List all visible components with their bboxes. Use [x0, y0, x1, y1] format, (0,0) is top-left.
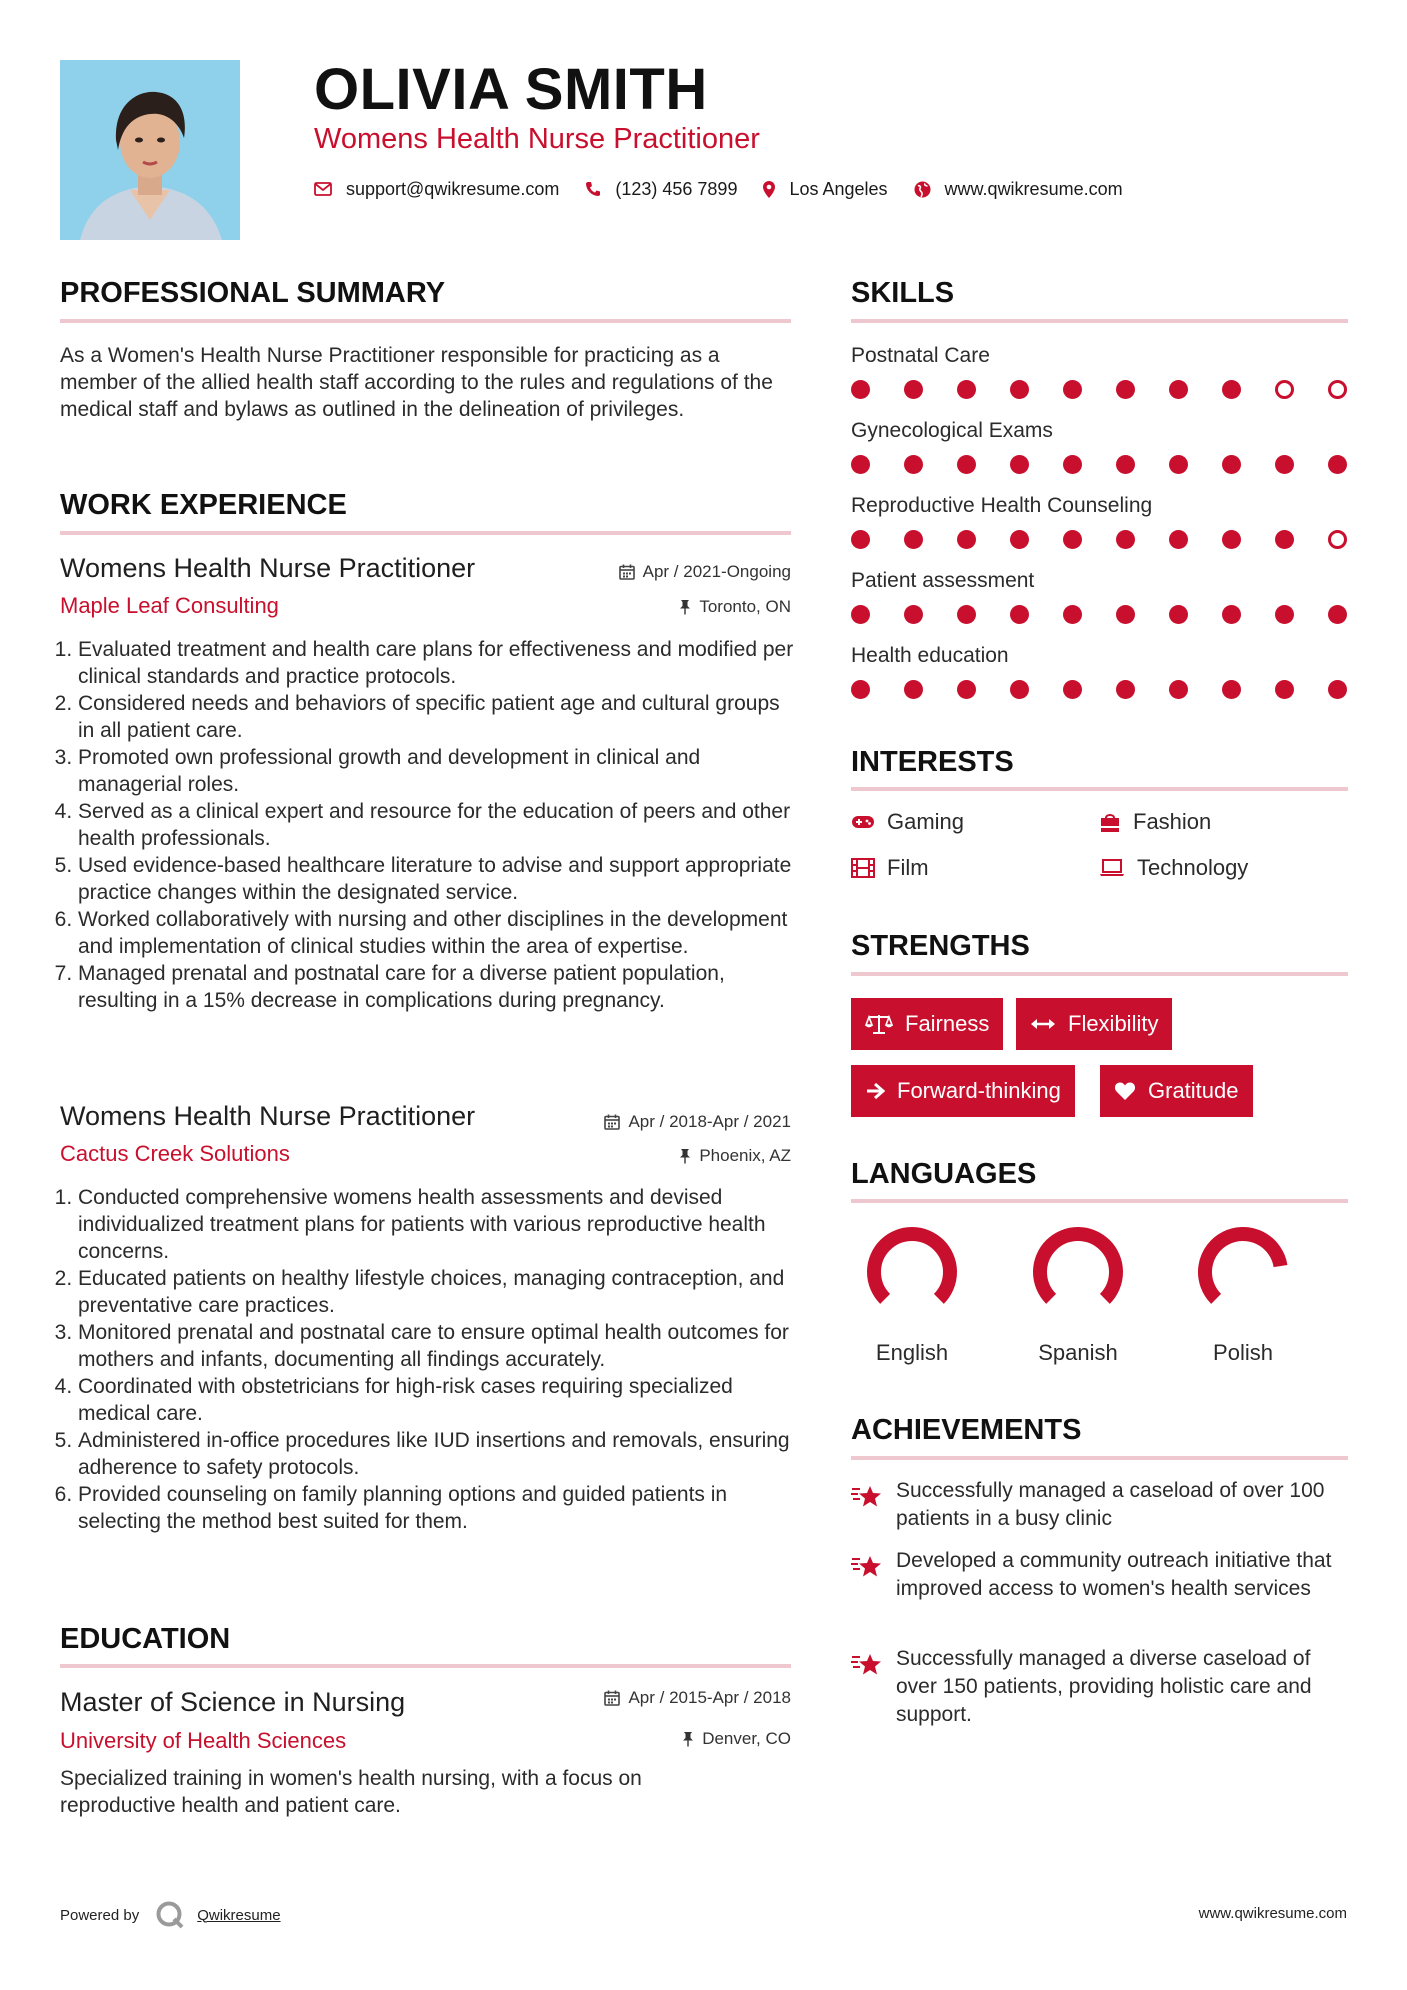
language-gauge: [1008, 1222, 1148, 1322]
heart-icon: [1114, 1081, 1136, 1101]
education-location-text: Denver, CO: [702, 1729, 791, 1748]
skills-divider: [851, 319, 1348, 323]
job-dates: [491, 561, 791, 583]
contact-email[interactable]: [314, 179, 559, 200]
skill-dot-filled: [851, 455, 870, 474]
list-item: 3. Promoted own professional growth and development in clinical and managerial roles.: [78, 744, 800, 798]
globe-icon: [914, 181, 931, 198]
list-item: 5. Used evidence-based healthcare literature to advise and support appropriate practice changes within the designated service.: [78, 852, 800, 906]
skill-dot-filled: [1328, 605, 1347, 624]
skill-dot-filled: [1169, 455, 1188, 474]
candidate-name: OLIVIA SMITH: [314, 57, 708, 122]
strengths-heading: STRENGTHS: [851, 930, 1030, 962]
qwikresume-link[interactable]: Qwikresume: [197, 1906, 281, 1924]
education-heading: EDUCATION: [60, 1623, 231, 1655]
skill-dot-filled: [1169, 530, 1188, 549]
job-location: [491, 596, 791, 618]
skill-dot-filled: [1063, 380, 1082, 399]
arrow-right-icon: [865, 1082, 885, 1100]
skill-dot-filled: [1275, 530, 1294, 549]
job-dates: [491, 1111, 791, 1133]
interest-item: [851, 808, 964, 836]
contact-phone[interactable]: [585, 179, 737, 200]
school-name: University of Health Sciences: [60, 1728, 347, 1753]
phone-text: (123) 456 7899: [615, 178, 738, 199]
work-heading: WORK EXPERIENCE: [60, 489, 347, 521]
skill-name: Patient assessment: [851, 569, 1035, 592]
contact-location: [763, 179, 887, 200]
footer-website[interactable]: www.qwikresume.com: [1198, 1905, 1347, 1922]
company-name: Maple Leaf Consulting: [60, 593, 279, 618]
skill-dot-filled: [1063, 680, 1082, 699]
skill-dot-empty: [1275, 380, 1294, 399]
footer-powered-by: [60, 1900, 281, 1930]
interest-label: Film: [887, 855, 929, 880]
skill-dot-filled: [1010, 605, 1029, 624]
envelope-icon: [314, 182, 332, 196]
language-arc: [1040, 1234, 1116, 1299]
calendar-icon: [604, 1690, 620, 1706]
company-name: Cactus Creek Solutions: [60, 1141, 290, 1166]
skill-dot-filled: [1275, 455, 1294, 474]
summary-text: As a Women's Health Nurse Practitioner responsible for practicing as a member of the allied health staff according to the rules and regulations of the medical staff and bylaws as outlined in the delineation of privileges.: [60, 344, 773, 421]
skill-dot-filled: [1222, 380, 1241, 399]
skill-dot-filled: [1222, 455, 1241, 474]
skill-rating: [851, 680, 1351, 700]
skill-dot-filled: [1116, 680, 1135, 699]
job-title: Womens Health Nurse Practitioner: [60, 553, 476, 583]
skill-dot-filled: [957, 605, 976, 624]
interest-label: Gaming: [887, 809, 965, 834]
skill-dot-filled: [904, 605, 923, 624]
list-item: 6. Provided counseling on family planning options and guided patients in selecting the method best suited for them.: [78, 1481, 800, 1535]
interests-heading: INTERESTS: [851, 746, 1014, 778]
language-arc: [874, 1234, 950, 1299]
skill-dot-filled: [1063, 530, 1082, 549]
powered-by-text: Powered by: [60, 1906, 140, 1924]
education-description: Specialized training in women's health nursing, with a focus on reproductive health and patient care.: [60, 1767, 642, 1817]
trophy-star-icon: [851, 1553, 883, 1581]
skill-dot-filled: [1010, 530, 1029, 549]
achievement-text: Developed a community outreach initiative that improved access to women's health services: [896, 1549, 1332, 1600]
interest-item: [1099, 808, 1211, 836]
skill-dot-filled: [904, 380, 923, 399]
skill-dot-filled: [1169, 380, 1188, 399]
interests-divider: [851, 787, 1348, 791]
job-location: [491, 1145, 791, 1167]
strength-tag: [851, 998, 1003, 1050]
skill-dot-filled: [1116, 455, 1135, 474]
strength-tag: [1016, 998, 1172, 1050]
skill-dot-filled: [1328, 680, 1347, 699]
map-pin-icon: [763, 181, 775, 198]
skill-dot-empty: [1328, 380, 1347, 399]
skill-name: Health education: [851, 644, 1009, 667]
strength-tag: [851, 1065, 1075, 1117]
skill-dot-filled: [1063, 455, 1082, 474]
strength-label: Flexibility: [1068, 1011, 1159, 1036]
interest-label: Technology: [1137, 855, 1249, 880]
skill-rating: [851, 530, 1351, 550]
list-item: 4. Coordinated with obstetricians for high-risk cases requiring specialized medical care.: [78, 1373, 800, 1427]
gamepad-icon: [851, 814, 875, 830]
job-location-text: Phoenix, AZ: [699, 1146, 791, 1165]
list-item: 2. Considered needs and behaviors of specific patient age and cultural groups in all patient care.: [78, 690, 800, 744]
job-responsibilities: [60, 636, 800, 1014]
contact-website[interactable]: [914, 179, 1123, 200]
summary-heading: PROFESSIONAL SUMMARY: [60, 277, 446, 309]
interest-label: Fashion: [1133, 809, 1212, 834]
skill-dot-empty: [1328, 530, 1347, 549]
language-label: English: [875, 1340, 949, 1365]
website-text: www.qwikresume.com: [944, 178, 1123, 199]
skill-dot-filled: [1222, 605, 1241, 624]
language-label: Polish: [1213, 1340, 1273, 1365]
summary-divider: [60, 319, 791, 323]
skill-dot-filled: [1116, 605, 1135, 624]
language-gauge: [1173, 1222, 1313, 1322]
strength-label: Gratitude: [1148, 1078, 1239, 1103]
skill-dot-filled: [851, 605, 870, 624]
profile-photo: [60, 60, 240, 240]
skill-dot-filled: [1328, 455, 1347, 474]
skill-dot-filled: [904, 530, 923, 549]
skill-dot-filled: [957, 455, 976, 474]
skill-dot-filled: [851, 530, 870, 549]
job-location-text: Toronto, ON: [699, 597, 791, 616]
achievements-divider: [851, 1456, 1348, 1460]
skill-name: Postnatal Care: [851, 344, 990, 367]
skill-dot-filled: [1222, 530, 1241, 549]
skill-dot-filled: [1222, 680, 1241, 699]
skill-dot-filled: [1010, 380, 1029, 399]
skill-dot-filled: [1116, 380, 1135, 399]
language-gauge: [842, 1222, 982, 1322]
skill-dot-filled: [851, 680, 870, 699]
skill-dot-filled: [957, 530, 976, 549]
pushpin-icon: [679, 1148, 691, 1164]
list-item: 3. Monitored prenatal and postnatal care to ensure optimal health outcomes for mothers and infants, documenting all findings accurately.: [78, 1319, 800, 1373]
languages-divider: [851, 1199, 1348, 1203]
skill-dot-filled: [1169, 605, 1188, 624]
skill-dot-filled: [1063, 605, 1082, 624]
email-text: support@qwikresume.com: [346, 178, 560, 199]
job-responsibilities: [60, 1184, 800, 1535]
arrows-horizontal-icon: [1030, 1017, 1056, 1031]
list-item: 5. Administered in-office procedures like IUD insertions and removals, ensuring adherence to safety protocols.: [78, 1427, 800, 1481]
pushpin-icon: [682, 1731, 694, 1747]
job-dates-text: Apr / 2018-Apr / 2021: [628, 1112, 791, 1131]
film-icon: [851, 858, 875, 878]
education-dates-text: Apr / 2015-Apr / 2018: [628, 1688, 791, 1707]
location-text: Los Angeles: [789, 178, 888, 199]
balance-scale-icon: [865, 1013, 893, 1035]
contact-bar: [314, 176, 1149, 202]
skill-dot-filled: [1116, 530, 1135, 549]
interest-item: [1099, 854, 1248, 882]
work-divider: [60, 531, 791, 535]
person-portrait: [60, 60, 240, 240]
skills-heading: SKILLS: [851, 277, 955, 309]
skill-dot-filled: [957, 380, 976, 399]
skill-dot-filled: [1010, 680, 1029, 699]
laptop-icon: [1099, 859, 1125, 877]
list-item: 1. Conducted comprehensive womens health assessments and devised individualized treatment plans for patients with various reproductive health concerns.: [78, 1184, 800, 1265]
skill-dot-filled: [851, 380, 870, 399]
phone-icon: [585, 181, 601, 197]
skill-name: Reproductive Health Counseling: [851, 494, 1153, 517]
shopping-bag-icon: [1099, 811, 1121, 833]
list-item: 6. Worked collaboratively with nursing and other disciplines in the development and implementation of clinical studies within the area of expertise.: [78, 906, 800, 960]
skill-dot-filled: [957, 680, 976, 699]
education-location: [491, 1728, 791, 1750]
skill-dot-filled: [904, 455, 923, 474]
strength-tag: [1100, 1065, 1253, 1117]
skill-rating: [851, 605, 1351, 625]
calendar-icon: [604, 1114, 620, 1130]
language-label: Spanish: [1038, 1340, 1118, 1365]
skill-dot-filled: [1275, 605, 1294, 624]
list-item: 1. Evaluated treatment and health care plans for effectiveness and modified per clinical standards and practice protocols.: [78, 636, 800, 690]
education-dates: [491, 1687, 791, 1709]
pushpin-icon: [679, 599, 691, 615]
skill-rating: [851, 455, 1351, 475]
achievement-text: Successfully managed a diverse caseload of over 150 patients, providing holistic care and support.: [896, 1647, 1312, 1726]
languages-heading: LANGUAGES: [851, 1158, 1037, 1190]
skill-dot-filled: [1010, 455, 1029, 474]
strength-label: Fairness: [905, 1011, 990, 1036]
strengths-divider: [851, 972, 1348, 976]
interest-item: [851, 854, 929, 882]
education-divider: [60, 1664, 791, 1668]
qwikresume-logo-icon: [155, 1900, 185, 1930]
skill-dot-filled: [1169, 680, 1188, 699]
list-item: 2. Educated patients on healthy lifestyle choices, managing contraception, and preventative care practices.: [78, 1265, 800, 1319]
achievements-heading: ACHIEVEMENTS: [851, 1414, 1082, 1446]
language-arc: [1205, 1234, 1281, 1299]
job-dates-text: Apr / 2021-Ongoing: [642, 562, 791, 581]
list-item: 7. Managed prenatal and postnatal care for a diverse patient population, resulting in a 15% decrease in complications during pregnancy.: [78, 960, 800, 1014]
achievement-text: Successfully managed a caseload of over 100 patients in a busy clinic: [896, 1479, 1325, 1530]
trophy-star-icon: [851, 1483, 883, 1511]
job-title: Womens Health Nurse Practitioner: [60, 1101, 476, 1131]
strength-label: Forward-thinking: [897, 1078, 1061, 1103]
skill-name: Gynecological Exams: [851, 419, 1053, 442]
skill-rating: [851, 380, 1351, 400]
calendar-icon: [619, 564, 635, 580]
list-item: 4. Served as a clinical expert and resource for the education of peers and other health professionals.: [78, 798, 800, 852]
candidate-headline: Womens Health Nurse Practitioner: [314, 123, 760, 155]
skill-dot-filled: [904, 680, 923, 699]
trophy-star-icon: [851, 1651, 883, 1679]
skill-dot-filled: [1275, 680, 1294, 699]
degree-title: Master of Science in Nursing: [60, 1687, 406, 1717]
